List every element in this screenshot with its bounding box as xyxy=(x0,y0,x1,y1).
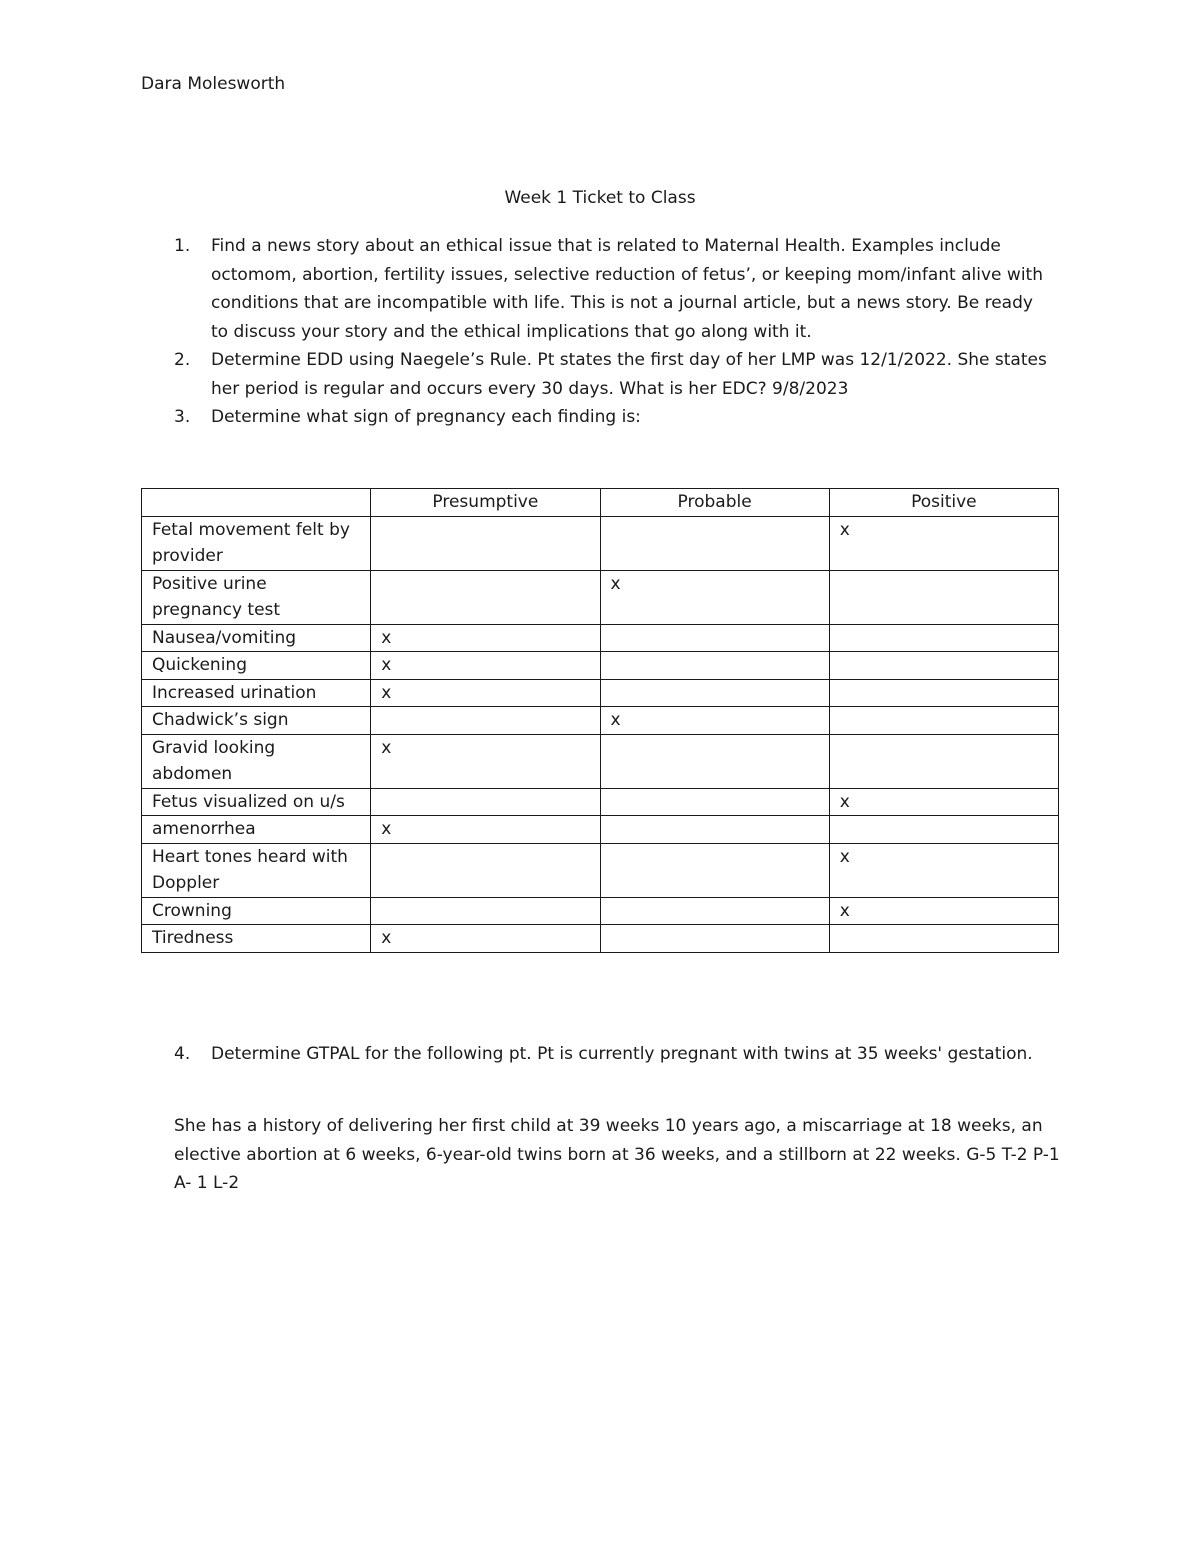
sign-mark-cell xyxy=(371,570,600,624)
question-item-1 xyxy=(141,232,1051,346)
sign-mark-cell xyxy=(600,652,829,680)
question-number: 4. xyxy=(174,1044,191,1064)
question-number: 1. xyxy=(174,236,191,256)
question-item-2 xyxy=(141,346,1051,403)
finding-cell: amenorrhea xyxy=(142,816,371,844)
sign-mark-cell xyxy=(829,679,1058,707)
question-number: 2. xyxy=(174,350,191,370)
question-item-4 xyxy=(141,1040,1051,1069)
sign-mark-cell xyxy=(829,652,1058,680)
sign-mark-cell xyxy=(600,788,829,816)
sign-mark-cell xyxy=(371,516,600,570)
sign-mark-cell xyxy=(829,734,1058,788)
header-cell-probable: Probable xyxy=(600,489,829,517)
table-row xyxy=(142,897,1059,925)
sign-mark-cell xyxy=(371,707,600,735)
sign-mark-cell xyxy=(600,516,829,570)
table-row xyxy=(142,734,1059,788)
sign-mark-cell xyxy=(371,843,600,897)
table-header-row xyxy=(142,489,1059,517)
author-name: Dara Molesworth xyxy=(141,74,286,94)
sign-mark-cell xyxy=(829,816,1058,844)
sign-mark-cell xyxy=(600,925,829,953)
sign-mark-cell xyxy=(371,897,600,925)
sign-mark-cell: x xyxy=(600,707,829,735)
header-cell-positive: Positive xyxy=(829,489,1058,517)
finding-cell: Tiredness xyxy=(142,925,371,953)
sign-mark-cell: x xyxy=(829,788,1058,816)
finding-cell: Fetus visualized on u/s xyxy=(142,788,371,816)
table-body xyxy=(142,516,1059,952)
sign-mark-cell xyxy=(829,925,1058,953)
finding-cell: Crowning xyxy=(142,897,371,925)
patient-history-paragraph: She has a history of delivering her first child at 39 weeks 10 years ago, a miscarriage at 18 weeks, an elective abortion at 6 weeks, 6-year-old twins born at 36 weeks, and a stillborn at 22 weeks. G-5 T-2 P-1 A- 1 L-2 xyxy=(174,1116,1060,1193)
sign-mark-cell: x xyxy=(829,897,1058,925)
finding-cell: Gravid looking abdomen xyxy=(142,734,371,788)
sign-mark-cell xyxy=(829,624,1058,652)
sign-mark-cell: x xyxy=(371,624,600,652)
finding-cell: Increased urination xyxy=(142,679,371,707)
question-item-3 xyxy=(141,403,1051,432)
question-number: 3. xyxy=(174,407,191,427)
sign-mark-cell xyxy=(600,843,829,897)
sign-mark-cell xyxy=(371,788,600,816)
table-row xyxy=(142,816,1059,844)
sign-mark-cell xyxy=(600,679,829,707)
table-row xyxy=(142,624,1059,652)
finding-cell: Positive urine pregnancy test xyxy=(142,570,371,624)
header-cell-presumptive: Presumptive xyxy=(371,489,600,517)
sign-mark-cell xyxy=(829,570,1058,624)
table-row xyxy=(142,570,1059,624)
table-row xyxy=(142,652,1059,680)
sign-mark-cell: x xyxy=(371,816,600,844)
question-4-line xyxy=(141,1040,1051,1069)
finding-cell: Nausea/vomiting xyxy=(142,624,371,652)
pregnancy-signs-table xyxy=(141,488,1059,953)
finding-cell: Quickening xyxy=(142,652,371,680)
table-row xyxy=(142,925,1059,953)
table-row xyxy=(142,679,1059,707)
sign-mark-cell xyxy=(600,816,829,844)
sign-mark-cell xyxy=(600,734,829,788)
question-list xyxy=(141,232,1051,432)
sign-mark-cell: x xyxy=(371,679,600,707)
finding-cell: Fetal movement felt by provider xyxy=(142,516,371,570)
finding-cell: Heart tones heard with Doppler xyxy=(142,843,371,897)
table-row xyxy=(142,516,1059,570)
sign-mark-cell xyxy=(600,897,829,925)
sign-mark-cell: x xyxy=(371,925,600,953)
question-text: Determine what sign of pregnancy each finding is: xyxy=(211,407,641,427)
question-text: Determine GTPAL for the following pt. Pt is currently pregnant with twins at 35 weeks' gestation. xyxy=(211,1044,1033,1064)
document-title: Week 1 Ticket to Class xyxy=(504,188,696,208)
table-row xyxy=(142,788,1059,816)
table-row xyxy=(142,843,1059,897)
sign-mark-cell: x xyxy=(829,516,1058,570)
question-text: Determine EDD using Naegele’s Rule. Pt states the first day of her LMP was 12/1/2022. She states her period is regular and occurs every 30 days. What is her EDC? 9/8/2023 xyxy=(211,350,1047,399)
header-cell-finding xyxy=(142,489,371,517)
sign-mark-cell: x xyxy=(371,734,600,788)
question-text: Find a news story about an ethical issue that is related to Maternal Health. Examples include octomom, abortion, fertility issues, selective reduction of fetus’, or keeping mom/infant alive with conditions that are incompatible with life. This is not a journal article, but a news story. Be ready to discuss your story and the ethical implications that go along with it. xyxy=(211,236,1043,342)
finding-cell: Chadwick’s sign xyxy=(142,707,371,735)
table-row xyxy=(142,707,1059,735)
sign-mark-cell xyxy=(829,707,1058,735)
sign-mark-cell: x xyxy=(600,570,829,624)
sign-mark-cell: x xyxy=(829,843,1058,897)
sign-mark-cell: x xyxy=(371,652,600,680)
sign-mark-cell xyxy=(600,624,829,652)
